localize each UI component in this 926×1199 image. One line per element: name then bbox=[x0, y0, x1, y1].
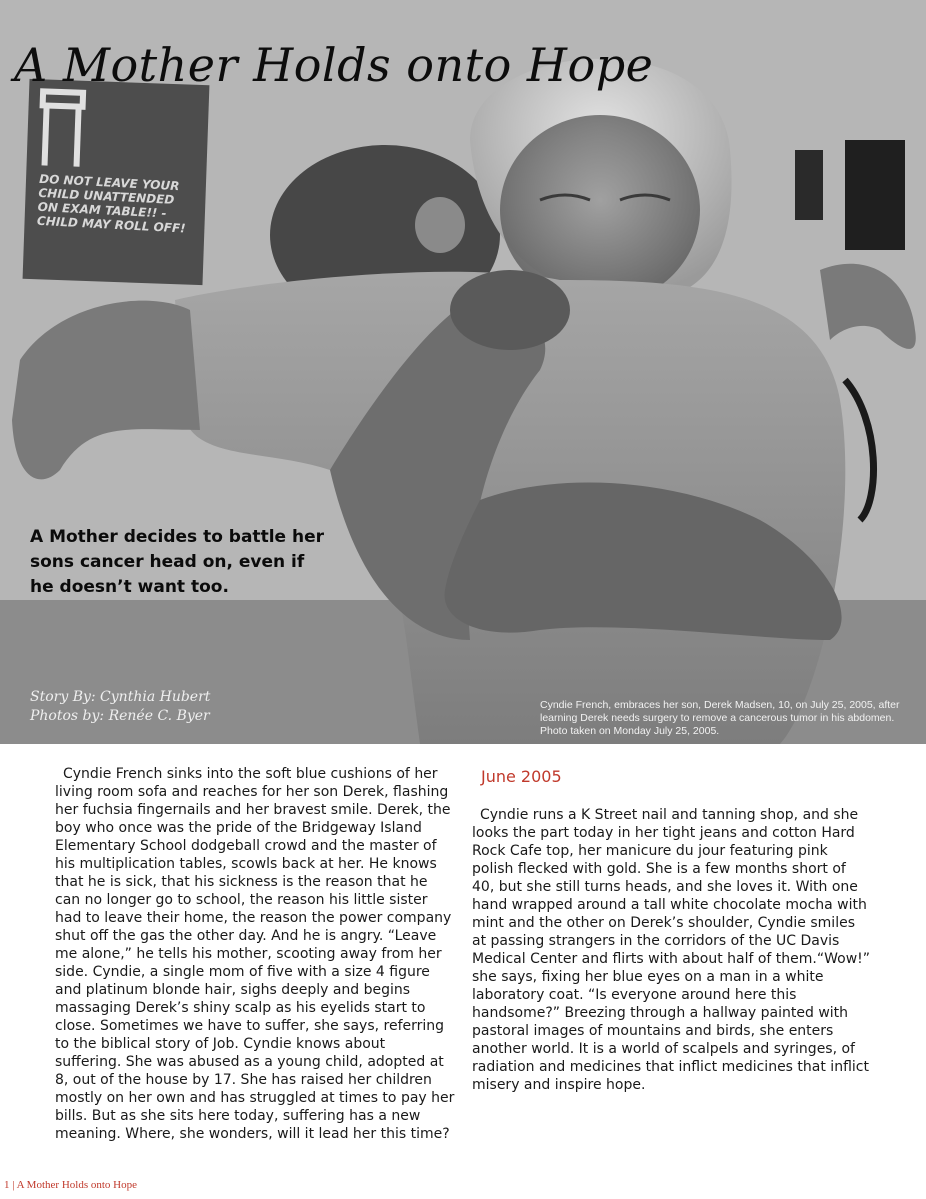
body-paragraph-left: Cyndie French sinks into the soft blue cushions of her living room sofa and reaches for her son Derek, flashing her fuchsia fingernails and her bravest smile. Derek, the boy who once was the pride of the Bridgeway Island Elementary School dodgeball crowd and the master of his multiplication tables, scowls back at her. He knows that he is sick, that his sickness is the reason that he can no longer go to school, the reason his little sister had to leave their home, the reason the power company shut off the gas the other day. And he is angry. “Leave me alone,” he tells his mother, scooting away from her side. Cyndie, a single mom of five with a size 4 figure and platinum blonde hair, sighs deeply and begins massaging Derek’s shiny scalp as his eyelids start to close. Sometimes we have to suffer, she says, referring to the biblical story of Job. Cyndie knows about suffering. She was abused as a young child, adopted at 8, out of the house by 17. She has raised her children mostly on her own and has struggled at times to pay her bills. But as she sits here today, suffering has a new meaning. Where, she wonders, will it lead her this time? bbox=[55, 766, 455, 1142]
page-footer: 1 | A Mother Holds onto Hope bbox=[4, 1179, 137, 1191]
story-credit: Story By: Cynthia Hubert bbox=[30, 689, 211, 705]
credits bbox=[30, 688, 210, 726]
column-right bbox=[472, 806, 872, 1094]
photo-credit: Photos by: Renée C. Byer bbox=[30, 708, 210, 724]
article-title: A Mother Holds onto Hope bbox=[14, 38, 654, 92]
sign-warning-text: DO NOT LEAVE YOUR CHILD UNATTENDED ON EXAM TABLE!! - CHILD MAY ROLL OFF! bbox=[36, 171, 186, 236]
column-left bbox=[55, 765, 455, 1143]
photo-caption: Cyndie French, embraces her son, Derek Madsen, 10, on July 25, 2005, after learning Derek needs surgery to remove a cancerous tumor in his abdomen. Photo taken on Monday July 25, 2005. bbox=[540, 699, 900, 737]
section-date: June 2005 bbox=[481, 767, 562, 786]
body-paragraph-right: Cyndie runs a K Street nail and tanning shop, and she looks the part today in her tight jeans and cotton Hard Rock Cafe top, her manicure du jour featuring pink polish flecked with gold. She is a few months short of 40, but she still turns heads, and she loves it. With one hand wrapped around a tall white chocolate mocha with mint and the other on Derek’s shoulder, Cyndie smiles at passing strangers in the corridors of the UC Davis Medical Center and flirts with about half of them.“Wow!” she says, fixing her blue eyes on a man in a white laboratory coat. “Is everyone around here this handsome?” Breezing through a hallway painted with pastoral images of mountains and birds, she enters another world. It is a world of scalpels and syringes, of radiation and medicines that inflict medicines that inflict misery and inspire hope. bbox=[472, 807, 871, 1093]
article-subhead: A Mother decides to battle her sons cancer head on, even if he doesn’t want too. bbox=[30, 527, 324, 597]
